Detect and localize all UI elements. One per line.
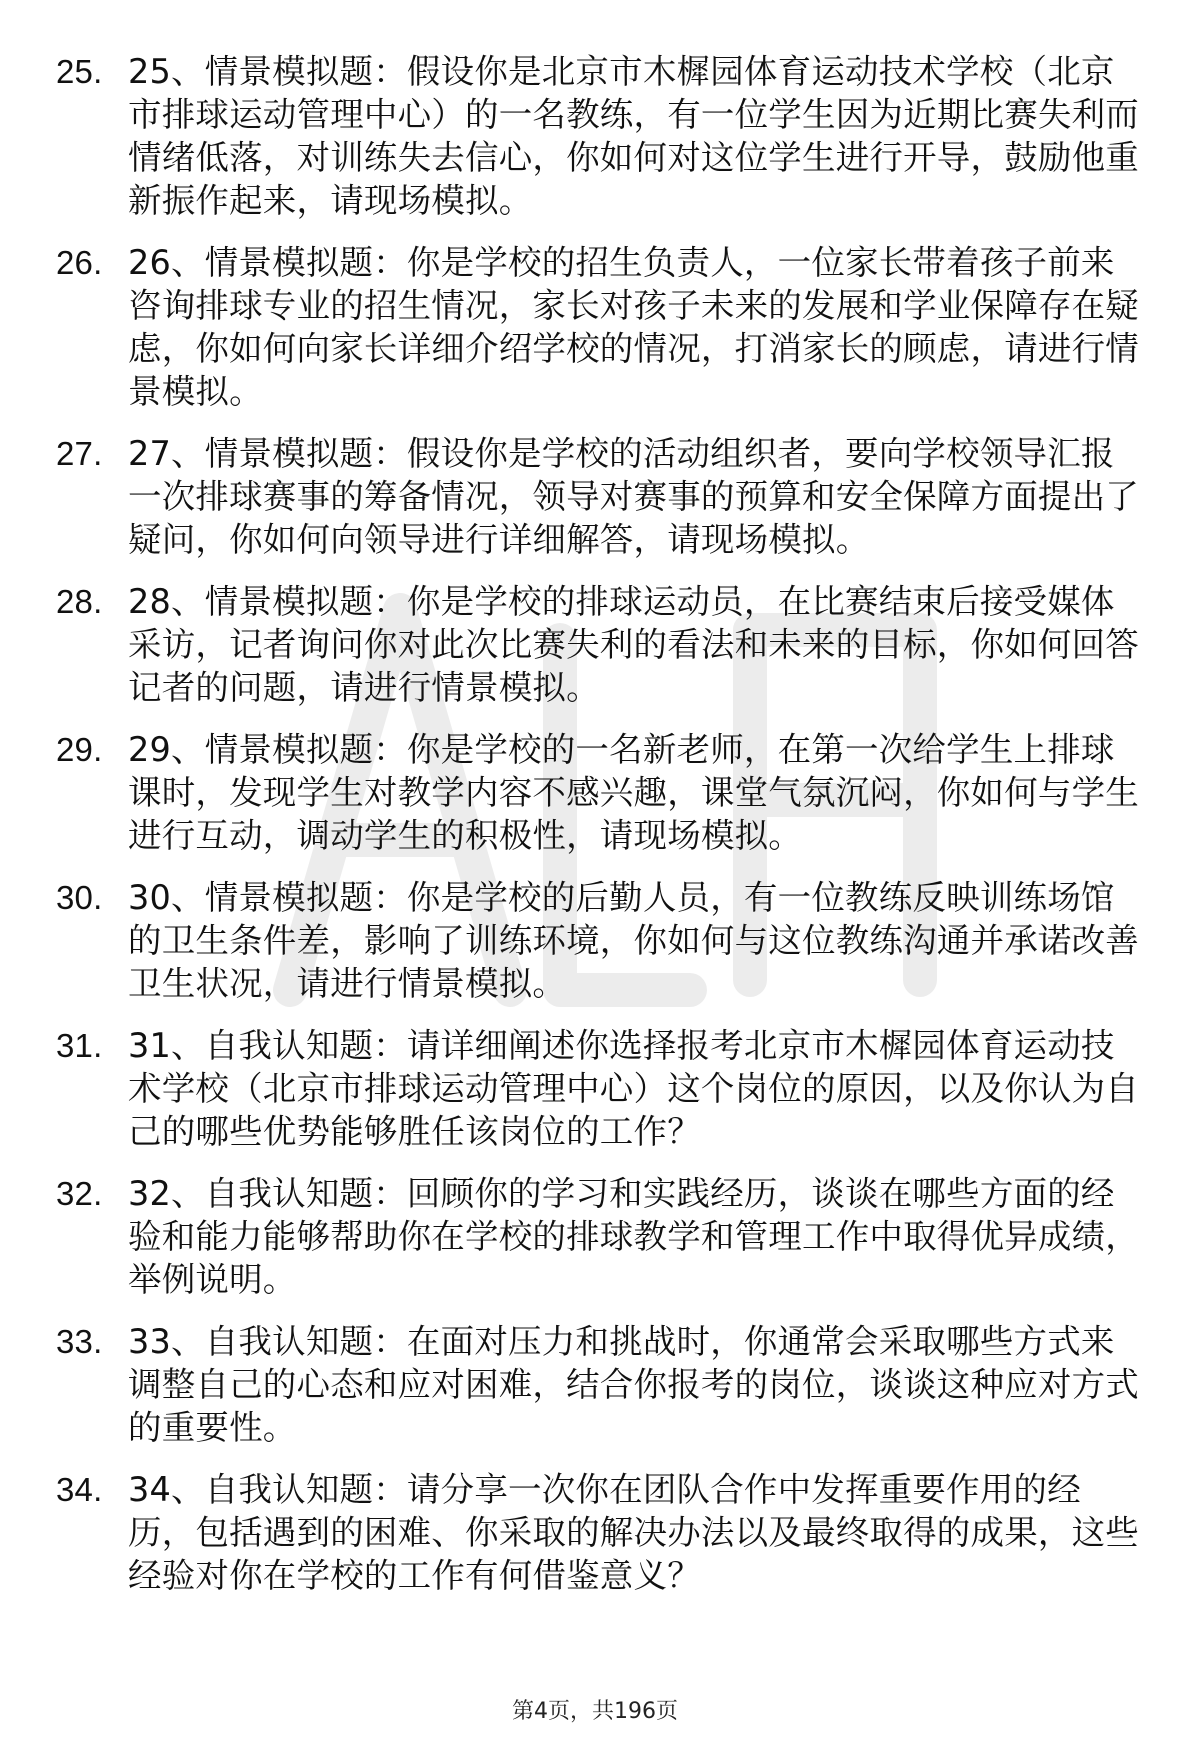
list-item	[56, 876, 1146, 1005]
question-number: 28.	[56, 583, 103, 620]
question-number: 30.	[56, 879, 103, 916]
question-number: 34.	[56, 1471, 103, 1508]
list-item	[56, 1024, 1146, 1153]
question-text: 32、自我认知题：回顾你的学习和实践经历，谈谈在哪些方面的经验和能力能够帮助你在学校的排球教学和管理工作中取得优异成绩，举例说明。	[128, 1174, 1139, 1299]
question-list	[56, 50, 1146, 1616]
question-number: 32.	[56, 1175, 103, 1212]
list-item	[56, 1320, 1146, 1449]
list-item	[56, 728, 1146, 857]
question-number: 33.	[56, 1323, 103, 1360]
question-number: 31.	[56, 1027, 103, 1064]
list-item	[56, 1172, 1146, 1301]
question-text: 33、自我认知题：在面对压力和挑战时，你通常会采取哪些方式来调整自己的心态和应对困难，结合你报考的岗位，谈谈这种应对方式的重要性。	[128, 1322, 1139, 1447]
question-text: 28、情景模拟题：你是学校的排球运动员，在比赛结束后接受媒体采访，记者询问你对此次比赛失利的看法和未来的目标，你如何回答记者的问题，请进行情景模拟。	[128, 582, 1139, 707]
list-item	[56, 241, 1146, 413]
list-item	[56, 580, 1146, 709]
list-item	[56, 1468, 1146, 1597]
question-text: 27、情景模拟题：假设你是学校的活动组织者，要向学校领导汇报一次排球赛事的筹备情况，领导对赛事的预算和安全保障方面提出了疑问，你如何向领导进行详细解答，请现场模拟。	[128, 434, 1139, 559]
list-item	[56, 50, 1146, 222]
question-text: 26、情景模拟题：你是学校的招生负责人，一位家长带着孩子前来咨询排球专业的招生情况，家长对孩子未来的发展和学业保障存在疑虑，你如何向家长详细介绍学校的情况，打消家长的顾虑，请进行情景模拟。	[128, 243, 1139, 411]
question-number: 26.	[56, 244, 103, 281]
question-text: 29、情景模拟题：你是学校的一名新老师，在第一次给学生上排球课时，发现学生对教学内容不感兴趣，课堂气氛沉闷，你如何与学生进行互动，调动学生的积极性，请现场模拟。	[128, 730, 1139, 855]
question-text: 34、自我认知题：请分享一次你在团队合作中发挥重要作用的经历，包括遇到的困难、你采取的解决办法以及最终取得的成果，这些经验对你在学校的工作有何借鉴意义？	[128, 1470, 1139, 1595]
question-text: 25、情景模拟题：假设你是北京市木樨园体育运动技术学校（北京市排球运动管理中心）的一名教练，有一位学生因为近期比赛失利而情绪低落，对训练失去信心，你如何对这位学生进行开导，鼓励他重新振作起来，请现场模拟。	[128, 52, 1139, 220]
question-text: 30、情景模拟题：你是学校的后勤人员，有一位教练反映训练场馆的卫生条件差，影响了训练环境，你如何与这位教练沟通并承诺改善卫生状况，请进行情景模拟。	[128, 878, 1139, 1003]
question-number: 25.	[56, 53, 103, 90]
question-number: 29.	[56, 731, 103, 768]
question-number: 27.	[56, 435, 103, 472]
page-footer: 第4页，共196页	[512, 1699, 678, 1724]
list-item	[56, 432, 1146, 561]
question-text: 31、自我认知题：请详细阐述你选择报考北京市木樨园体育运动技术学校（北京市排球运动管理中心）这个岗位的原因，以及你认为自己的哪些优势能够胜任该岗位的工作？	[128, 1026, 1139, 1151]
